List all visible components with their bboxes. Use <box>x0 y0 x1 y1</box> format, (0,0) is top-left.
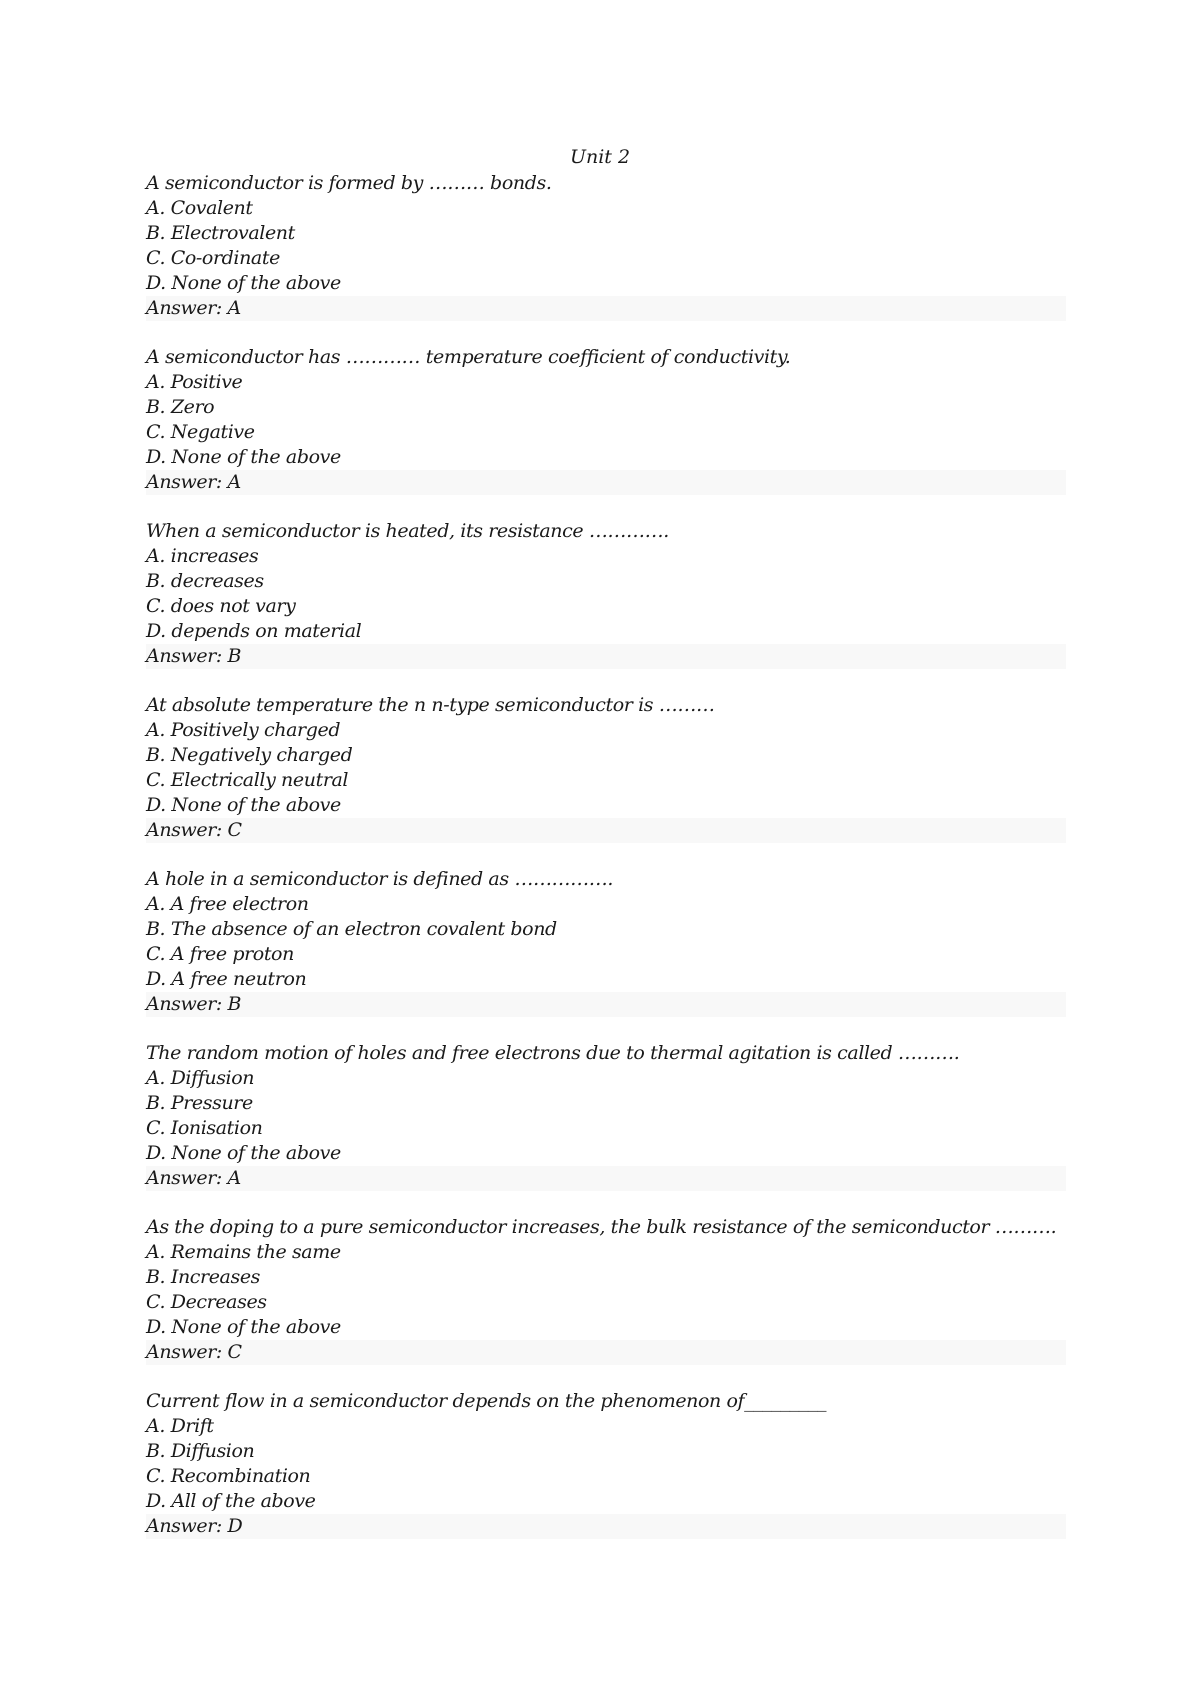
question-text: The random motion of holes and free electrons due to thermal agitation is called ………. <box>146 1042 960 1064</box>
option-b: B. Electrovalent <box>146 222 295 244</box>
question-block <box>146 867 1066 1017</box>
answer-line: Answer: A <box>146 296 1066 321</box>
answer-line: Answer: C <box>146 818 1066 843</box>
option-b: B. Negatively charged <box>146 744 353 766</box>
option-c: C. Negative <box>146 421 255 443</box>
option-d: D. None of the above <box>146 794 341 816</box>
page-title: Unit 2 <box>569 146 631 168</box>
option-b: B. Pressure <box>146 1092 253 1114</box>
option-a: A. Remains the same <box>146 1241 341 1263</box>
option-a: A. increases <box>146 545 259 567</box>
question-text: Current flow in a semiconductor depends on the phenomenon of_________ <box>146 1390 827 1412</box>
option-b: B. The absence of an electron covalent bond <box>146 918 557 940</box>
answer-line: Answer: A <box>146 470 1066 495</box>
question-block <box>146 1215 1066 1365</box>
option-d: D. A free neutron <box>146 968 307 990</box>
option-a: A. A free electron <box>146 893 309 915</box>
answer-line: Answer: C <box>146 1340 1066 1365</box>
option-d: D. None of the above <box>146 1316 341 1338</box>
option-c: C. Electrically neutral <box>146 769 349 791</box>
option-c: C. A free proton <box>146 943 294 965</box>
option-c: C. Decreases <box>146 1291 267 1313</box>
option-a: A. Covalent <box>146 197 253 219</box>
option-d: D. depends on material <box>146 620 362 642</box>
option-a: A. Positive <box>146 371 243 393</box>
answer-line: Answer: A <box>146 1166 1066 1191</box>
question-block <box>146 171 1066 321</box>
option-c: C. does not vary <box>146 595 296 617</box>
question-block <box>146 345 1066 495</box>
option-d: D. None of the above <box>146 1142 341 1164</box>
option-d: D. None of the above <box>146 272 341 294</box>
answer-line: Answer: B <box>146 644 1066 669</box>
answer-line: Answer: B <box>146 992 1066 1017</box>
option-a: A. Diffusion <box>146 1067 255 1089</box>
answer-line: Answer: D <box>146 1514 1066 1539</box>
option-b: B. decreases <box>146 570 264 592</box>
question-list <box>146 171 1066 1563</box>
option-c: C. Co-ordinate <box>146 247 280 269</box>
question-text: When a semiconductor is heated, its resistance …………. <box>146 520 669 542</box>
question-text: A semiconductor is formed by ……… bonds. <box>146 172 552 194</box>
option-b: B. Diffusion <box>146 1440 255 1462</box>
option-b: B. Increases <box>146 1266 261 1288</box>
question-block <box>146 693 1066 843</box>
option-b: B. Zero <box>146 396 215 418</box>
option-d: D. All of the above <box>146 1490 316 1512</box>
question-text: At absolute temperature the n n-type semiconductor is ……… <box>146 694 715 716</box>
question-block <box>146 1041 1066 1191</box>
question-text: A hole in a semiconductor is defined as ……………. <box>146 868 613 890</box>
question-block <box>146 1389 1066 1539</box>
question-block <box>146 519 1066 669</box>
option-d: D. None of the above <box>146 446 341 468</box>
option-c: C. Ionisation <box>146 1117 263 1139</box>
option-c: C. Recombination <box>146 1465 311 1487</box>
option-a: A. Drift <box>146 1415 214 1437</box>
question-text: As the doping to a pure semiconductor increases, the bulk resistance of the semiconductor ………. <box>146 1216 1057 1238</box>
question-text: A semiconductor has ………… temperature coefficient of conductivity. <box>146 346 791 368</box>
option-a: A. Positively charged <box>146 719 341 741</box>
